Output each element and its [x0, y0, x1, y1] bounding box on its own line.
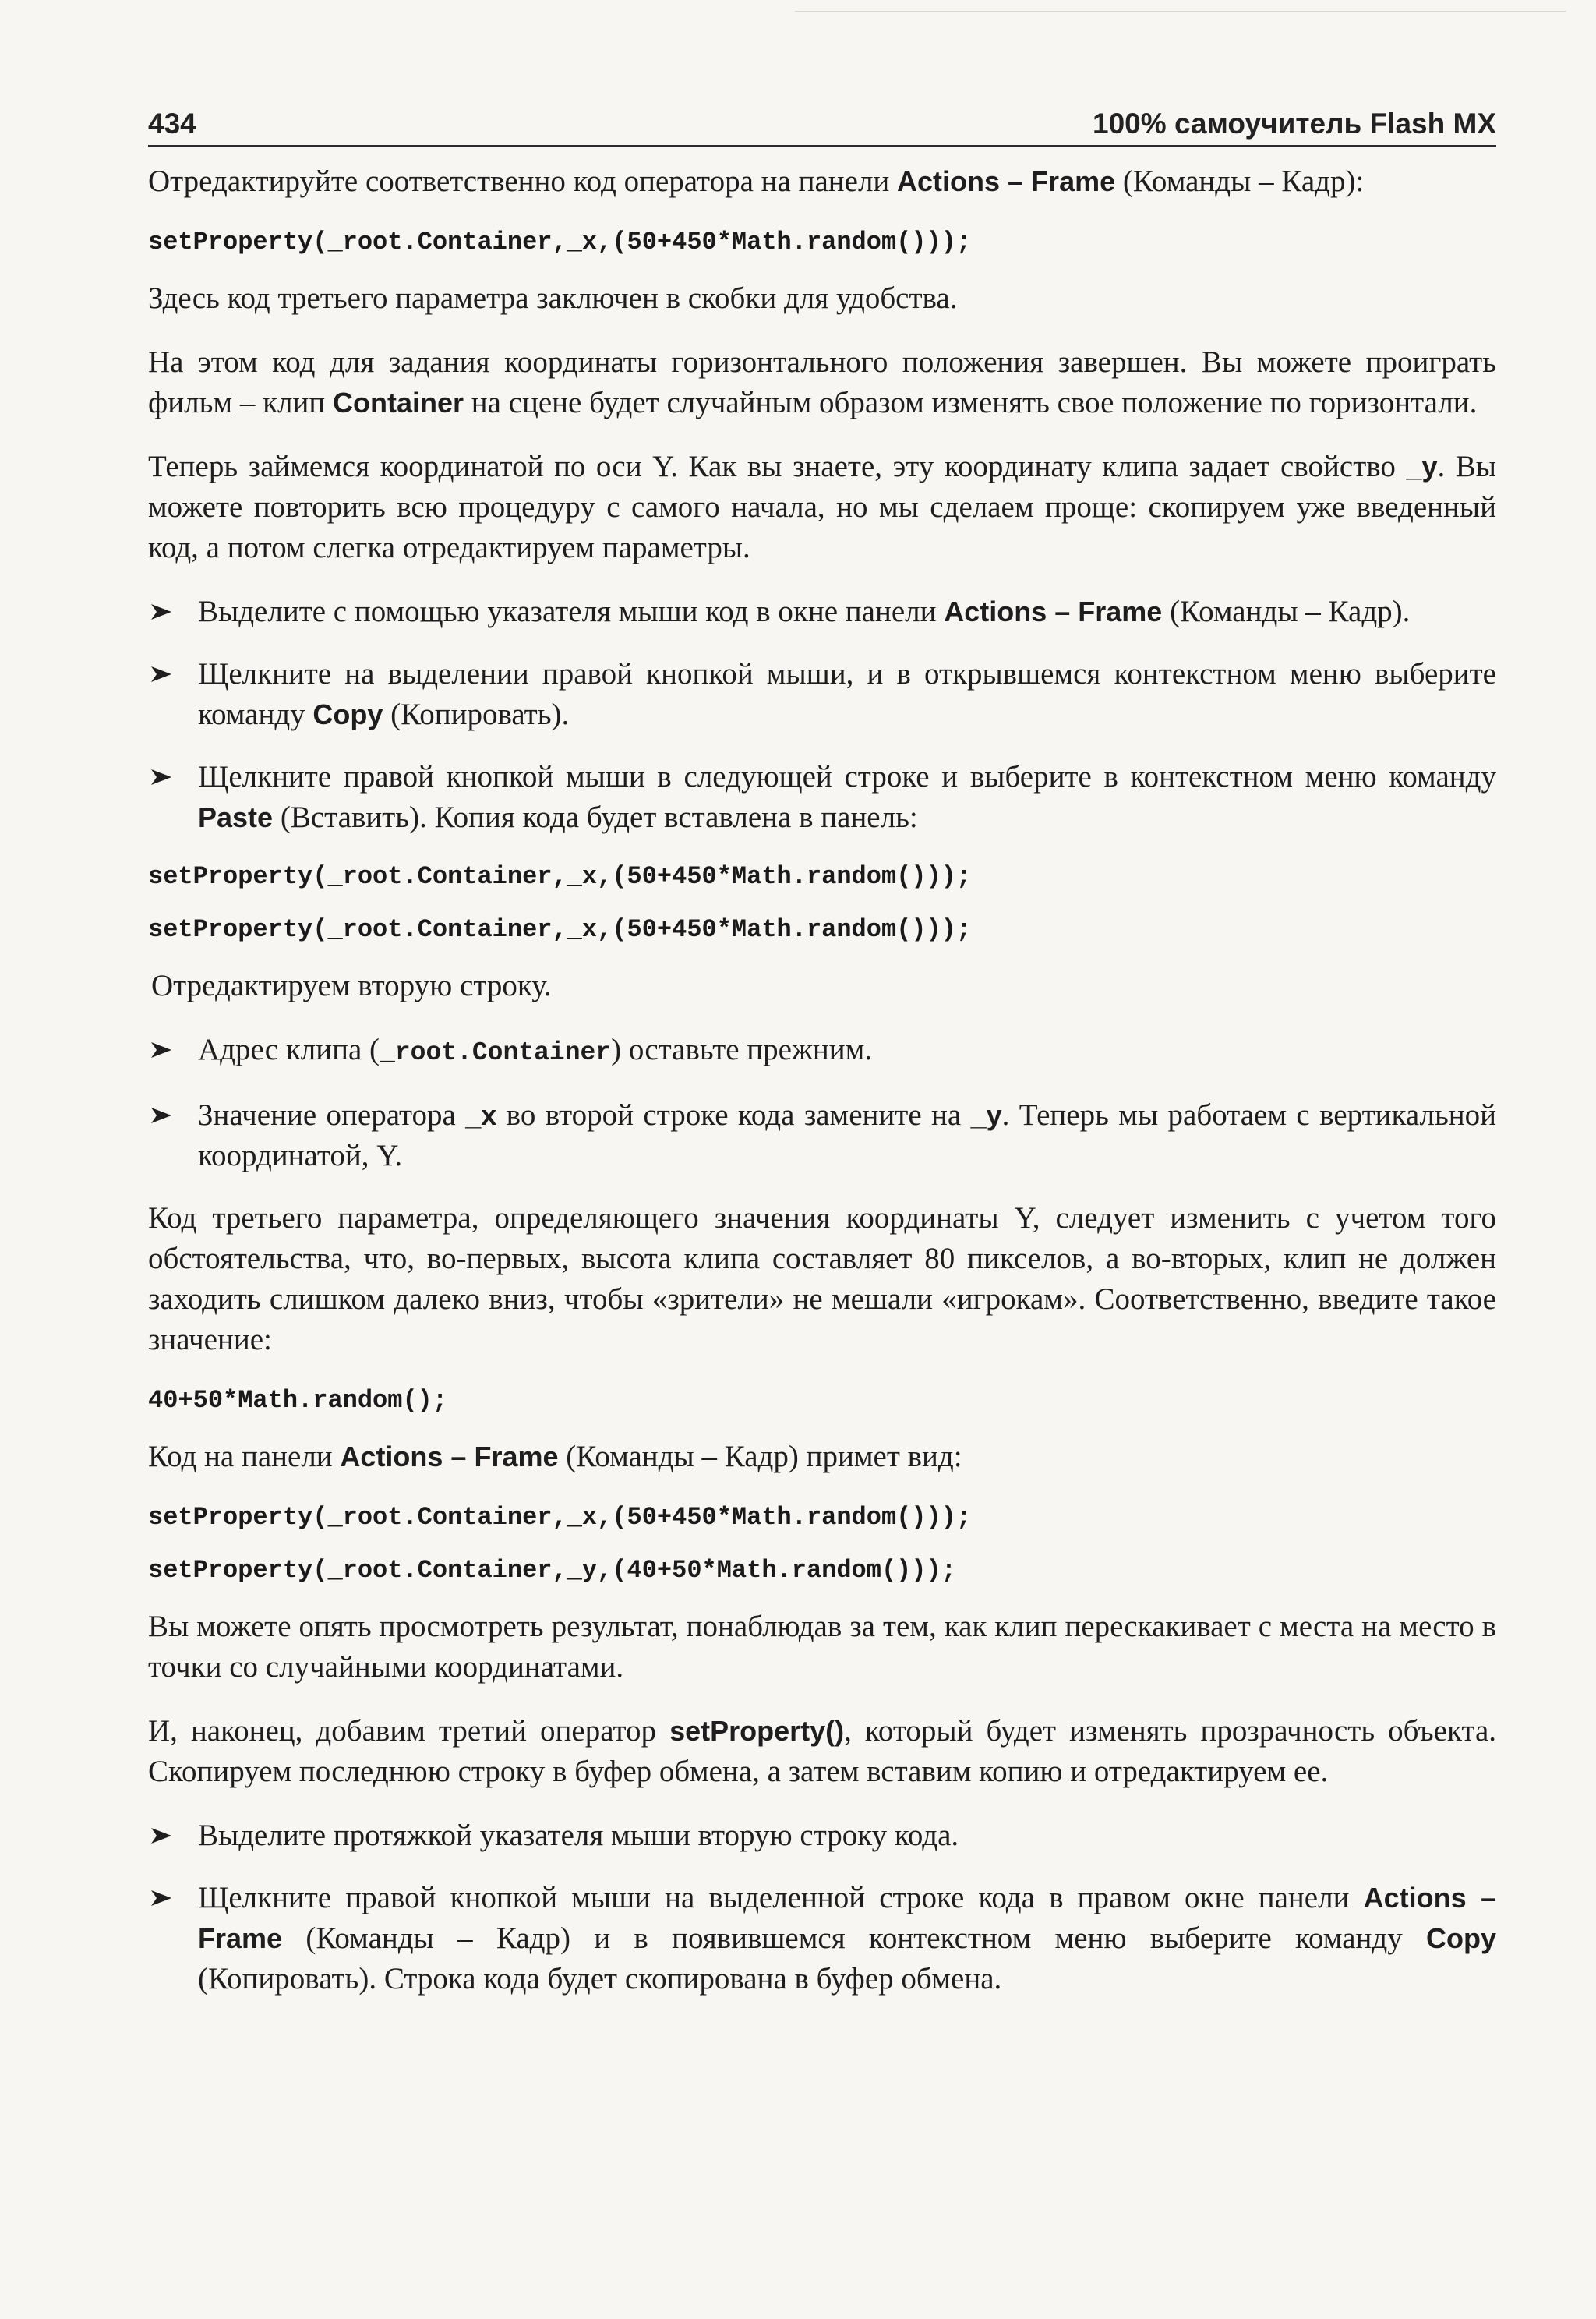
- text: во второй строке кода замените на: [496, 1098, 971, 1132]
- text: (Команды – Кадр) примет вид:: [558, 1440, 962, 1473]
- text: , который будет изменять прозрачность объекта. Скопируем последнюю строку в буфер обмена, а затем вставим копию и отредактируем ее.: [148, 1714, 1496, 1788]
- ui-term: _x: [465, 1099, 497, 1131]
- text: Адрес клипа (: [198, 1033, 380, 1066]
- ui-term: Copy: [312, 698, 383, 730]
- ui-term: _y: [1406, 451, 1438, 483]
- bullet-text: [198, 654, 1496, 735]
- bullet-item-3: [148, 757, 1496, 838]
- text: Выделите с помощью указателя мыши код в окне панели: [198, 595, 945, 628]
- text: Значение оператора: [198, 1098, 466, 1132]
- code-line-5: setProperty(_root.Container,_x,(50+450*Math.random()));: [148, 1503, 972, 1532]
- arrowhead-bullet-icon: [148, 1878, 198, 1918]
- arrowhead-bullet-icon: [148, 592, 198, 632]
- text: Щелкните на выделении правой кнопкой мыши, и в открывшемся контекстном меню выберите команду: [198, 657, 1496, 731]
- paragraph-9: [148, 1711, 1496, 1792]
- arrowhead-bullet-icon: [148, 1815, 198, 1856]
- code-line-3: setProperty(_root.Container,_x,(50+450*Math.random()));: [148, 915, 972, 944]
- code-line-2: setProperty(_root.Container,_x,(50+450*Math.random()));: [148, 862, 972, 891]
- bullet-text: [198, 1030, 1496, 1073]
- arrowhead-bullet-icon: [148, 1095, 198, 1136]
- code-line-6: setProperty(_root.Container,_y,(40+50*Math.random()));: [148, 1556, 956, 1585]
- bullet-text: [198, 1878, 1496, 1999]
- text: . Теперь мы работаем с вертикальной координатой, Y.: [198, 1098, 1496, 1172]
- paragraph-5: Отредактируем вторую строку.: [151, 969, 552, 1002]
- paragraph-8: Вы можете опять просмотреть результат, понаблюдав за тем, как клип перескакивает с места на место в точки со случайными координатами.: [148, 1610, 1496, 1684]
- text: (Команды – Кадр):: [1115, 164, 1365, 198]
- ui-term: _y: [970, 1099, 1002, 1131]
- arrowhead-bullet-icon: [148, 654, 198, 695]
- paragraph-2: Здесь код третьего параметра заключен в скобки для удобства.: [148, 281, 958, 315]
- text: (Копировать).: [383, 698, 570, 731]
- book-title: 100% самоучитель Flash MX: [1093, 108, 1496, 140]
- text: Код на панели: [148, 1440, 341, 1473]
- text: На этом код для задания координаты горизонтального положения завершен. Вы можете проиграть фильм – клип: [148, 345, 1496, 419]
- scan-top-edge: [795, 11, 1566, 12]
- code-line-1: setProperty(_root.Container,_x,(50+450*Math.random()));: [148, 228, 972, 256]
- arrowhead-bullet-icon: [148, 757, 198, 797]
- text: на сцене будет случайным образом изменять свое положение по горизонтали.: [464, 386, 1478, 419]
- running-header: [148, 108, 1496, 147]
- arrowhead-bullet-icon: [148, 1030, 198, 1070]
- bullet-text: [198, 592, 1496, 632]
- code-term: _root.Container: [380, 1038, 612, 1067]
- ui-term: Paste: [198, 801, 274, 833]
- ui-term: setProperty(): [669, 1715, 845, 1747]
- ui-term: Actions – Frame: [897, 165, 1116, 197]
- text: И, наконец, добавим третий оператор: [148, 1714, 670, 1748]
- paragraph-1: [148, 161, 1496, 202]
- bullet-item-6: [148, 1815, 1496, 1856]
- ui-term: Actions – Frame: [340, 1441, 559, 1472]
- text: Отредактируйте соответственно код оператора на панели: [148, 164, 898, 198]
- paragraph-3: [148, 342, 1496, 423]
- page-number: 434: [148, 108, 196, 140]
- text: ) оставьте прежним.: [611, 1033, 873, 1066]
- ui-term: Actions – Frame: [198, 1882, 1496, 1954]
- paragraph-6: Код третьего параметра, определяющего значения координаты Y, следует изменить с учетом того обстоятельства, что, во-первых, высота клипа составляет 80 пикселов, а во-вторых, клип не должен заходить слишком далеко вниз, чтобы «зрители» не мешали «игрокам». Соответственно, введите такое значение:: [148, 1201, 1496, 1356]
- paragraph-4: [148, 447, 1496, 568]
- book-page: [148, 108, 1496, 2021]
- bullet-item-1: [148, 592, 1496, 632]
- text: Щелкните правой кнопкой мыши в следующей строке и выберите в контекстном меню команду: [198, 760, 1496, 794]
- text: (Команды – Кадр).: [1162, 595, 1411, 628]
- text: (Команды – Кадр) и в появившемся контекстном меню выберите команду: [282, 1921, 1426, 1955]
- bullet-item-2: [148, 654, 1496, 735]
- text: Щелкните правой кнопкой мыши на выделенной строке кода в правом окне панели: [198, 1881, 1364, 1914]
- bullet-item-4: [148, 1030, 1496, 1073]
- paragraph-7: [148, 1437, 1496, 1477]
- text: (Копировать). Строка кода будет скопирована в буфер обмена.: [198, 1962, 1002, 1996]
- bullet-text: [198, 757, 1496, 838]
- bullet-text: Выделите протяжкой указателя мыши вторую строку кода.: [198, 1819, 959, 1852]
- text: Теперь займемся координатой по оси Y. Как вы знаете, эту координату клипа задает свойство: [148, 450, 1407, 483]
- bullet-item-7: [148, 1878, 1496, 1999]
- bullet-text: [198, 1095, 1496, 1176]
- ui-term: Container: [332, 387, 464, 419]
- bullet-item-5: [148, 1095, 1496, 1176]
- code-line-4: 40+50*Math.random();: [148, 1386, 448, 1415]
- ui-term: Copy: [1426, 1922, 1496, 1954]
- text: (Вставить). Копия кода будет вставлена в панель:: [273, 801, 918, 834]
- ui-term: Actions – Frame: [944, 596, 1163, 627]
- page-content: [148, 161, 1496, 1999]
- text: . Вы можете повторить всю процедуру с самого начала, но мы сделаем проще: скопируем уже введенный код, а потом слегка отредактируем параметры.: [148, 450, 1496, 564]
